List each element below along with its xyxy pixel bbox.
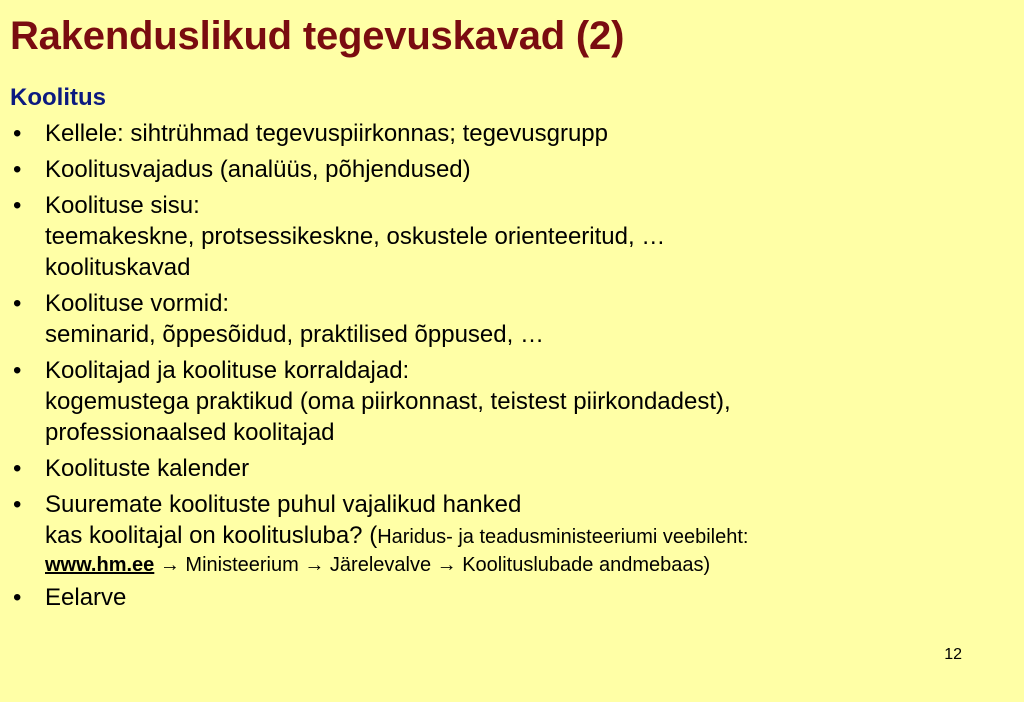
item-text-path bbox=[45, 553, 1010, 577]
list-item bbox=[10, 190, 1010, 283]
bullet-icon: • bbox=[13, 192, 22, 219]
list-item bbox=[10, 118, 1010, 149]
item-text: koolituskavad bbox=[45, 254, 191, 281]
list-item bbox=[10, 489, 1010, 577]
bullet-icon: • bbox=[13, 357, 22, 384]
section-heading: Koolitus bbox=[10, 84, 106, 111]
item-text-mixed bbox=[45, 520, 1010, 553]
item-text-small: Haridus- ja teadusministeeriumi veebileht: bbox=[377, 526, 749, 548]
path-step: Järelevalve bbox=[329, 554, 432, 576]
page-number: 12 bbox=[944, 646, 962, 663]
item-text: seminarid, õppesõidud, praktilised õppused, … bbox=[45, 321, 544, 348]
item-text: Koolitajad ja koolituse korraldajad: bbox=[45, 357, 410, 384]
path-step: Ministeerium bbox=[185, 554, 299, 576]
arrow-right-icon: → bbox=[436, 554, 457, 576]
bullet-icon: • bbox=[13, 584, 22, 611]
item-text: Koolituste kalender bbox=[45, 455, 250, 482]
item-text: Koolituse sisu: bbox=[45, 192, 200, 219]
path-step: Koolituslubade andmebaas) bbox=[462, 554, 711, 576]
item-text: teemakeskne, protsessikeskne, oskustele orienteeritud, … bbox=[45, 223, 666, 250]
bullet-icon: • bbox=[13, 120, 22, 147]
item-text: Koolitusvajadus (analüüs, põhjendused) bbox=[45, 156, 471, 183]
arrow-right-icon: → bbox=[304, 554, 325, 576]
list-item bbox=[10, 582, 1010, 613]
list-item bbox=[10, 288, 1010, 350]
item-text: Kellele: sihtrühmad tegevuspiirkonnas; tegevusgrupp bbox=[45, 120, 609, 147]
arrow-right-icon: → bbox=[159, 554, 180, 576]
bullet-icon: • bbox=[13, 491, 22, 518]
item-text: Koolituse vormid: bbox=[45, 290, 230, 317]
bullet-icon: • bbox=[13, 290, 22, 317]
item-text: kas koolitajal on koolitusluba? ( bbox=[45, 522, 378, 549]
list-item bbox=[10, 453, 1010, 484]
list-item bbox=[10, 154, 1010, 185]
slide-title: Rakenduslikud tegevuskavad (2) bbox=[10, 14, 625, 58]
website-link[interactable]: www.hm.ee bbox=[45, 554, 155, 576]
bullet-icon: • bbox=[13, 455, 22, 482]
bullet-icon: • bbox=[13, 156, 22, 183]
item-text: Suuremate koolituste puhul vajalikud hanked bbox=[45, 491, 522, 518]
bullet-list bbox=[10, 118, 1010, 618]
item-text: professionaalsed koolitajad bbox=[45, 419, 335, 446]
list-item bbox=[10, 355, 1010, 448]
item-text: Eelarve bbox=[45, 584, 127, 611]
item-text: kogemustega praktikud (oma piirkonnast, teistest piirkondadest), bbox=[45, 388, 731, 415]
